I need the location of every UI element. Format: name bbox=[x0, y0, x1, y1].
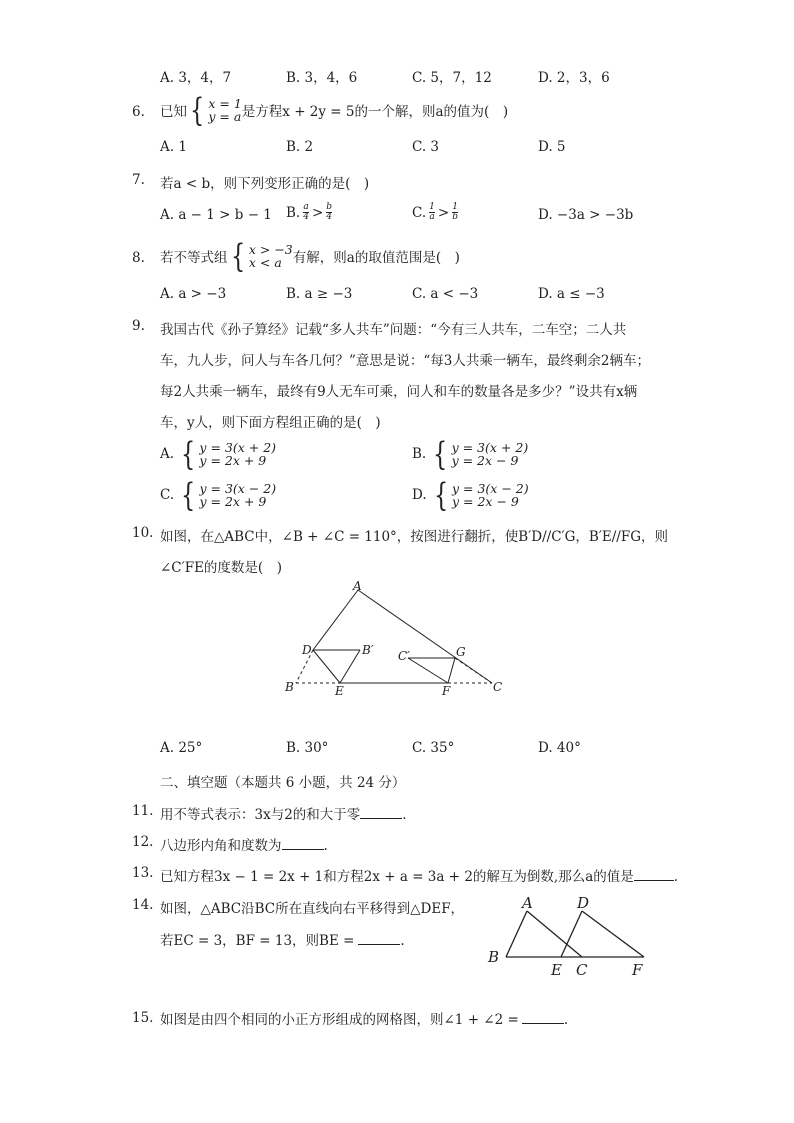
segment-c1f bbox=[408, 658, 448, 683]
q8-option-a: A. a > −3 bbox=[160, 286, 227, 302]
q13-text: 已知方程3x − 1 = 2x + 1和方程2x + a = 3a + 2的解互为倒数,那么a的值是 . bbox=[160, 865, 678, 885]
q6-text-before: 已知 bbox=[160, 104, 187, 120]
q5-option-c: C. 5，7，12 bbox=[412, 70, 492, 86]
q5-option-a: A. 3，4，7 bbox=[160, 70, 232, 86]
q5-option-d: D. 2，3，6 bbox=[538, 70, 610, 86]
label-b: B bbox=[285, 680, 294, 694]
relation: > bbox=[311, 204, 324, 221]
q10-line: ∠C′FE的度数是( ) bbox=[160, 560, 282, 576]
q6-text-after: 是方程x + 2y = 5的一个解，则a的值为( ) bbox=[241, 104, 509, 120]
q9-line: 我国古代《孙子算经》记载“多人共车”问题：“今有三人共车，二车空；二人共 bbox=[160, 322, 627, 338]
answer-blank[interactable] bbox=[634, 866, 674, 881]
q6-option-d: D. 5 bbox=[538, 139, 566, 155]
q14-figure bbox=[482, 895, 662, 980]
segment-b1e bbox=[340, 650, 360, 683]
q12-number: 12. bbox=[132, 834, 154, 850]
q10-option-a: A. 25° bbox=[160, 740, 203, 756]
q15-number: 15. bbox=[132, 1010, 154, 1026]
q8-option-b: B. a ≥ −3 bbox=[286, 286, 353, 302]
label-f: F bbox=[632, 961, 643, 979]
q10-line: 如图，在△ABC中，∠B + ∠C = 110°，按图进行翻折，使B′D//C′G，B′E//FG，则 bbox=[160, 529, 668, 545]
label-d: D bbox=[577, 895, 590, 912]
q15-text: 如图是由四个相同的小正方形组成的网格图，则∠1 + ∠2 = . bbox=[160, 1008, 568, 1028]
q10-figure bbox=[280, 578, 520, 703]
q11-text: 用不等式表示：3x与2的和大于零 . bbox=[160, 803, 407, 823]
label-b: B bbox=[488, 948, 500, 966]
label-c: C bbox=[576, 961, 588, 979]
q7-text: 若a < b，则下列变形正确的是( ) bbox=[160, 176, 370, 192]
q13-number: 13. bbox=[132, 865, 154, 881]
q9-line: 车，九人步，问人与车各几何？”意思是说：“每3人共乘一辆车，最终剩余2辆车； bbox=[160, 353, 650, 369]
q9-line: 每2人共乘一辆车，最终有9人无车可乘，问人和车的数量各是多少？”设共有x辆 bbox=[160, 384, 638, 400]
q10-option-c: C. 35° bbox=[412, 740, 455, 756]
q9-option-c: C. { y = 3(x − 2) y = 2x + 9 bbox=[160, 476, 277, 514]
q10-number: 10. bbox=[132, 525, 154, 541]
q6-system-line: y = a bbox=[208, 109, 242, 124]
answer-blank[interactable] bbox=[522, 1009, 564, 1024]
q8-text-before: 若不等式组 bbox=[160, 250, 228, 266]
q10-option-d: D. 40° bbox=[538, 740, 581, 756]
q14-line2: 若EC = 3，BF = 13，则BE = . bbox=[160, 929, 405, 949]
q8-system: { x > −3 x < a bbox=[230, 237, 293, 275]
q6-number: 6. bbox=[132, 104, 145, 120]
label-e: E bbox=[335, 684, 344, 698]
segment-ad bbox=[313, 590, 358, 650]
q6-option-b: B. 2 bbox=[286, 139, 314, 155]
q7-option-b bbox=[286, 203, 332, 222]
q6-system: { x = 1 y = a bbox=[190, 91, 242, 129]
q14-number: 14. bbox=[132, 897, 154, 913]
segment-ab bbox=[506, 911, 527, 957]
q8-number: 8. bbox=[132, 250, 145, 266]
relation: > bbox=[437, 204, 450, 221]
q7-option-c-label: C. bbox=[412, 204, 427, 221]
q7-option-a: A. a − 1 > b − 1 bbox=[160, 207, 272, 223]
segment-df bbox=[582, 911, 644, 957]
q9-number: 9. bbox=[132, 318, 145, 334]
fraction: $\frac{1}{a}$ bbox=[429, 202, 435, 222]
fraction: $\frac{a}{4}$ bbox=[303, 202, 309, 222]
q6-text bbox=[160, 91, 509, 129]
answer-blank[interactable] bbox=[360, 804, 402, 819]
label-a: A bbox=[522, 895, 533, 912]
q12-text: 八边形内角和度数为 . bbox=[160, 834, 328, 854]
q8-system-line: x < a bbox=[248, 255, 282, 270]
q8-option-c: C. a < −3 bbox=[412, 286, 479, 302]
q7-option-c bbox=[412, 203, 458, 222]
q9-option-d: D. { y = 3(x − 2) y = 2x − 9 bbox=[412, 476, 529, 514]
label-d: D bbox=[302, 643, 312, 657]
q9-option-a: A. { y = 3(x + 2) y = 2x + 9 bbox=[160, 435, 277, 473]
segment-ac bbox=[527, 911, 582, 957]
q10-option-b: B. 30° bbox=[286, 740, 329, 756]
q11-number: 11. bbox=[132, 803, 154, 819]
q8-text-after: 有解，则a的取值范围是( ) bbox=[292, 250, 460, 266]
q8-system-line: x > −3 bbox=[248, 242, 293, 257]
q7-option-d: D. −3a > −3b bbox=[538, 207, 634, 223]
q9-line: 车，y人，则下面方程组正确的是( ) bbox=[160, 415, 381, 431]
fraction: $\frac{1}{b}$ bbox=[452, 202, 458, 222]
q6-option-a: A. 1 bbox=[160, 139, 187, 155]
segment-gf bbox=[448, 658, 455, 683]
q5-option-b: B. 3，4，6 bbox=[286, 70, 358, 86]
q7-number: 7. bbox=[132, 172, 145, 188]
answer-blank[interactable] bbox=[282, 835, 324, 850]
q9-option-b: B. { y = 3(x + 2) y = 2x − 9 bbox=[412, 435, 529, 473]
label-a: A bbox=[353, 579, 362, 593]
label-e: E bbox=[551, 961, 562, 979]
segment-de bbox=[561, 911, 582, 957]
q8-option-d: D. a ≤ −3 bbox=[538, 286, 605, 302]
q7-option-b-label: B. bbox=[286, 204, 301, 221]
label-c-prime: C′ bbox=[398, 649, 410, 663]
q14-line: 如图，△ABC沿BC所在直线向右平移得到△DEF， bbox=[160, 901, 465, 917]
label-g: G bbox=[456, 645, 466, 659]
label-c: C bbox=[493, 680, 503, 694]
q6-option-c: C. 3 bbox=[412, 139, 440, 155]
section-title: 二、填空题（本题共 6 小题，共 24 分） bbox=[160, 775, 406, 791]
q6-system-line: x = 1 bbox=[208, 96, 242, 111]
label-f: F bbox=[442, 684, 451, 698]
answer-blank[interactable] bbox=[358, 930, 400, 945]
fraction: $\frac{b}{4}$ bbox=[326, 202, 333, 222]
label-b-prime: B′ bbox=[362, 643, 374, 657]
q8-text bbox=[160, 237, 460, 275]
segment-de bbox=[313, 650, 340, 683]
